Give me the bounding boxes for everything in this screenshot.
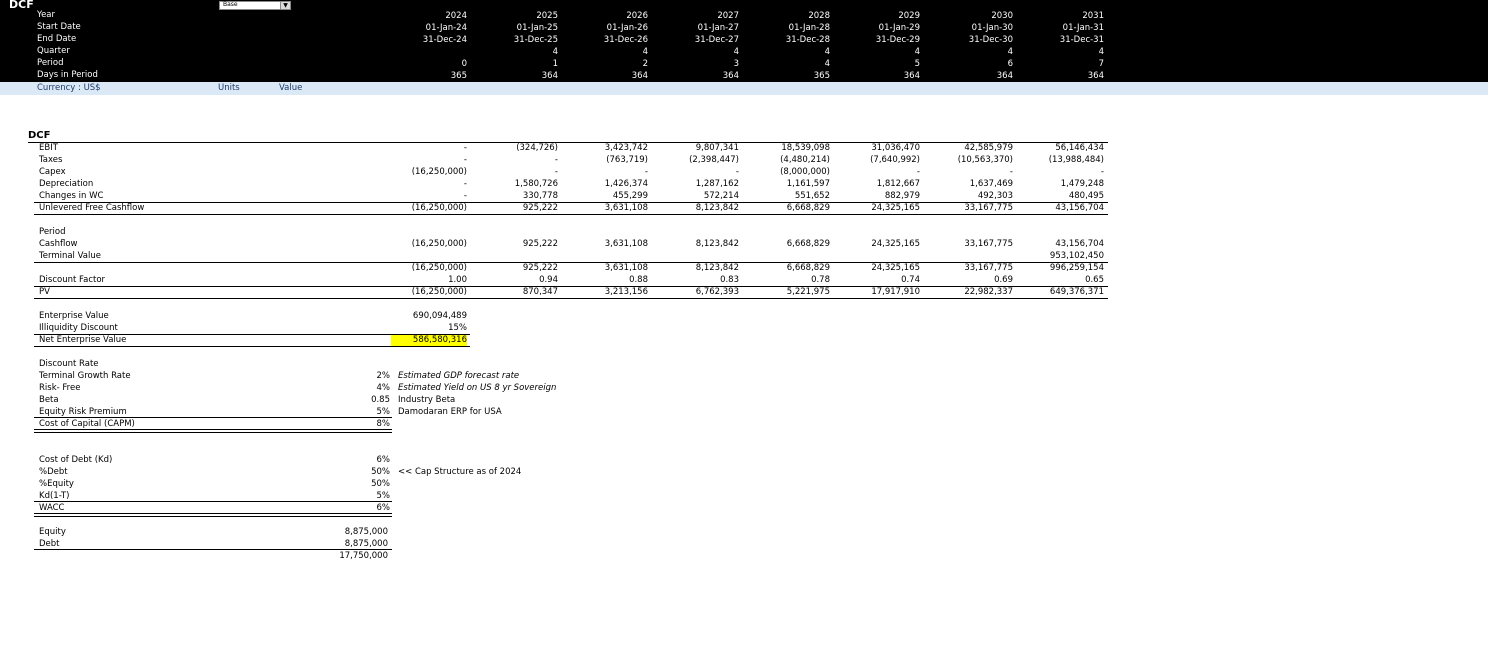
header-cell[interactable]: 364 bbox=[631, 71, 648, 81]
dcf-row-cell[interactable]: 492,303 bbox=[977, 191, 1013, 201]
pv-row-cell[interactable]: 649,376,371 bbox=[1049, 287, 1104, 297]
header-cell[interactable]: 365 bbox=[450, 71, 467, 81]
header-cell[interactable]: 2026 bbox=[626, 11, 648, 21]
capm-row-value[interactable]: 2% bbox=[376, 371, 390, 381]
row-label: Cost of Debt (Kd) bbox=[39, 455, 113, 465]
wacc-row-value[interactable]: 50% bbox=[371, 479, 390, 489]
dcf-row-cell[interactable]: (13,988,484) bbox=[1048, 155, 1104, 165]
header-cell[interactable]: 2029 bbox=[898, 11, 920, 21]
dcf-row-cell[interactable]: 1,812,667 bbox=[876, 179, 920, 189]
header-cell[interactable]: 4 bbox=[1098, 47, 1104, 57]
dcf-row-cell[interactable]: 3,631,108 bbox=[604, 203, 648, 213]
header-cell[interactable]: 365 bbox=[813, 71, 830, 81]
rule bbox=[34, 513, 392, 517]
capital-row-value[interactable]: 17,750,000 bbox=[339, 551, 388, 561]
header-row-label: Year bbox=[37, 10, 55, 20]
dcf-row-cell[interactable]: (4,480,214) bbox=[780, 155, 830, 165]
pv-row bbox=[0, 274, 1488, 286]
capm-row-value[interactable]: 5% bbox=[376, 407, 390, 417]
rule bbox=[34, 346, 470, 347]
wacc-row-value[interactable]: 50% bbox=[371, 467, 390, 477]
dcf-row-cell[interactable]: (8,000,000) bbox=[780, 167, 830, 177]
row-label: Net Enterprise Value bbox=[39, 335, 127, 345]
value-label: Value bbox=[279, 83, 303, 93]
pv-row-cell[interactable]: 996,259,154 bbox=[1049, 263, 1104, 273]
dcf-row-cell[interactable]: 33,167,775 bbox=[964, 203, 1013, 213]
row-label: Kd(1-T) bbox=[39, 491, 70, 501]
pv-row-cell[interactable]: 870,347 bbox=[522, 287, 558, 297]
header-cell[interactable]: 31-Dec-31 bbox=[1059, 35, 1104, 45]
dcf-row-cell[interactable]: (16,250,000) bbox=[411, 167, 467, 177]
rule bbox=[34, 417, 392, 418]
header-cell[interactable]: 01-Jan-24 bbox=[425, 23, 467, 33]
dcf-row-cell[interactable]: 925,222 bbox=[522, 203, 558, 213]
row-note: Industry Beta bbox=[398, 395, 456, 405]
header-cell[interactable]: 0 bbox=[461, 59, 467, 69]
header-cell[interactable]: 1 bbox=[552, 59, 558, 69]
dcf-row-cell[interactable]: 56,146,434 bbox=[1055, 143, 1104, 153]
row-label: Cashflow bbox=[39, 239, 78, 249]
dcf-row bbox=[0, 154, 1488, 166]
row-label: Period bbox=[39, 227, 66, 237]
pv-row-cell[interactable]: 8,123,842 bbox=[695, 239, 739, 249]
header-cell[interactable]: 364 bbox=[541, 71, 558, 81]
header-cell[interactable]: 364 bbox=[722, 71, 739, 81]
pv-row-cell[interactable]: 925,222 bbox=[522, 263, 558, 273]
row-label: Cost of Capital (CAPM) bbox=[39, 419, 135, 429]
dcf-row-cell[interactable]: - bbox=[1100, 167, 1104, 177]
dcf-row-cell[interactable]: 551,652 bbox=[794, 191, 830, 201]
valuation-row-value[interactable]: 690,094,489 bbox=[412, 311, 467, 321]
dcf-row-cell[interactable]: 24,325,165 bbox=[871, 203, 920, 213]
dcf-row-cell[interactable]: 3,423,742 bbox=[604, 143, 648, 153]
row-label: EBIT bbox=[39, 143, 58, 153]
pv-row-cell[interactable]: 17,917,910 bbox=[871, 287, 920, 297]
pv-row-cell[interactable]: 6,762,393 bbox=[695, 287, 739, 297]
capital-row bbox=[0, 526, 1488, 538]
header-row-label: Days in Period bbox=[37, 70, 98, 80]
dcf-row-cell[interactable]: - bbox=[644, 167, 648, 177]
wacc-row bbox=[0, 454, 1488, 466]
capital-row bbox=[0, 550, 1488, 562]
header-row bbox=[0, 22, 1488, 34]
header-cell[interactable]: 4 bbox=[1007, 47, 1013, 57]
valuation-row-value[interactable]: 586,580,316 bbox=[391, 334, 467, 346]
row-label: Changes in WC bbox=[39, 191, 104, 201]
header-cell[interactable]: 4 bbox=[642, 47, 648, 57]
header-cell[interactable]: 2027 bbox=[717, 11, 739, 21]
pv-row-cell[interactable]: 8,123,842 bbox=[695, 263, 739, 273]
pv-row bbox=[0, 238, 1488, 250]
wacc-row bbox=[0, 478, 1488, 490]
pv-row-cell[interactable]: 6,668,829 bbox=[786, 239, 830, 249]
dcf-row-cell[interactable]: 18,539,098 bbox=[781, 143, 830, 153]
header-row-label: Period bbox=[37, 58, 64, 68]
pv-row-cell[interactable]: 33,167,775 bbox=[964, 239, 1013, 249]
row-label: %Debt bbox=[39, 467, 68, 477]
wacc-row-value[interactable]: 5% bbox=[376, 491, 390, 501]
valuation-row bbox=[0, 334, 1488, 346]
header-cell[interactable]: 2031 bbox=[1082, 11, 1104, 21]
row-label: Discount Rate bbox=[39, 359, 99, 369]
rule bbox=[34, 214, 1108, 215]
scenario-dropdown[interactable] bbox=[219, 1, 291, 10]
header-cell[interactable]: 4 bbox=[733, 47, 739, 57]
header-cell[interactable]: 01-Jan-29 bbox=[878, 23, 920, 33]
capital-row-value[interactable]: 8,875,000 bbox=[344, 539, 388, 549]
dcf-row bbox=[0, 202, 1488, 214]
valuation-row bbox=[0, 310, 1488, 322]
dcf-row-cell[interactable]: - bbox=[554, 155, 558, 165]
header-cell[interactable]: 31-Dec-25 bbox=[513, 35, 558, 45]
header-cell[interactable]: 7 bbox=[1098, 59, 1104, 69]
rule bbox=[34, 429, 392, 433]
dcf-row bbox=[0, 142, 1488, 154]
header-cell[interactable]: 5 bbox=[914, 59, 920, 69]
capm-row bbox=[0, 394, 1488, 406]
rule bbox=[34, 298, 1108, 299]
pv-row-cell[interactable]: 0.74 bbox=[901, 275, 920, 285]
dcf-row-cell[interactable]: (324,726) bbox=[516, 143, 558, 153]
valuation-row bbox=[0, 322, 1488, 334]
header-row-label: Quarter bbox=[37, 46, 70, 56]
capm-row-value[interactable]: 0.85 bbox=[371, 395, 390, 405]
header-cell[interactable]: 01-Jan-25 bbox=[516, 23, 558, 33]
dcf-row-cell[interactable]: 1,580,726 bbox=[514, 179, 558, 189]
dcf-row-cell[interactable]: - bbox=[554, 167, 558, 177]
header-cell[interactable]: 2 bbox=[642, 59, 648, 69]
header-cell[interactable]: 31-Dec-27 bbox=[694, 35, 739, 45]
pv-row-cell[interactable]: 3,631,108 bbox=[604, 263, 648, 273]
dcf-row-cell[interactable]: 882,979 bbox=[884, 191, 920, 201]
capm-row-value[interactable]: 4% bbox=[376, 383, 390, 393]
row-label: Terminal Growth Rate bbox=[39, 371, 131, 381]
dcf-row-cell[interactable]: 572,214 bbox=[703, 191, 739, 201]
valuation-row-value[interactable]: 15% bbox=[448, 323, 467, 333]
dcf-row-cell[interactable]: 1,479,248 bbox=[1060, 179, 1104, 189]
header-cell[interactable]: 4 bbox=[552, 47, 558, 57]
row-label: Capex bbox=[39, 167, 66, 177]
dcf-row bbox=[0, 190, 1488, 202]
pv-row-cell[interactable]: 0.69 bbox=[994, 275, 1013, 285]
pv-row-cell[interactable]: 24,325,165 bbox=[871, 239, 920, 249]
capm-row bbox=[0, 370, 1488, 382]
pv-row-cell[interactable]: 22,982,337 bbox=[964, 287, 1013, 297]
header-cell[interactable]: 6 bbox=[1007, 59, 1013, 69]
dcf-row-cell[interactable]: (10,563,370) bbox=[957, 155, 1013, 165]
pv-row-cell[interactable]: 6,668,829 bbox=[786, 263, 830, 273]
header-cell[interactable]: 01-Jan-31 bbox=[1062, 23, 1104, 33]
header-cell[interactable]: 4 bbox=[824, 47, 830, 57]
header-cell[interactable]: 01-Jan-28 bbox=[788, 23, 830, 33]
row-label: Beta bbox=[39, 395, 59, 405]
header-row-label: Start Date bbox=[37, 22, 81, 32]
pv-row-cell[interactable]: 0.83 bbox=[720, 275, 739, 285]
dcf-row-cell[interactable]: - bbox=[463, 179, 467, 189]
row-note: << Cap Structure as of 2024 bbox=[398, 467, 522, 477]
pv-row-cell[interactable]: (16,250,000) bbox=[411, 287, 467, 297]
header-row-label: End Date bbox=[37, 34, 77, 44]
header-cell[interactable]: 2024 bbox=[445, 11, 467, 21]
row-label: Unlevered Free Cashflow bbox=[39, 203, 145, 213]
pv-row bbox=[0, 286, 1488, 298]
header-cell[interactable]: 364 bbox=[996, 71, 1013, 81]
capm-row bbox=[0, 358, 1488, 370]
header-cell[interactable]: 01-Jan-27 bbox=[697, 23, 739, 33]
row-label: Terminal Value bbox=[39, 251, 101, 261]
dcf-row-cell[interactable]: (2,398,447) bbox=[689, 155, 739, 165]
dcf-row-cell[interactable]: 1,287,162 bbox=[695, 179, 739, 189]
wacc-row-value[interactable]: 6% bbox=[376, 503, 390, 513]
pv-row-cell[interactable]: (16,250,000) bbox=[411, 263, 467, 273]
capm-row bbox=[0, 382, 1488, 394]
rule bbox=[34, 202, 1108, 203]
rule bbox=[34, 549, 392, 550]
pv-row-cell[interactable]: 3,213,156 bbox=[604, 287, 648, 297]
dcf-row-cell[interactable]: - bbox=[916, 167, 920, 177]
row-label: Depreciation bbox=[39, 179, 94, 189]
scenario-value: Base bbox=[223, 1, 238, 8]
header-cell[interactable]: 2028 bbox=[808, 11, 830, 21]
pv-row-cell[interactable]: 925,222 bbox=[522, 239, 558, 249]
dcf-row-cell[interactable]: (763,719) bbox=[606, 155, 648, 165]
dcf-row-cell[interactable]: 6,668,829 bbox=[786, 203, 830, 213]
dcf-row-cell[interactable]: 1,426,374 bbox=[604, 179, 648, 189]
row-label: %Equity bbox=[39, 479, 74, 489]
row-label: Discount Factor bbox=[39, 275, 106, 285]
pv-row-cell[interactable]: 0.94 bbox=[539, 275, 558, 285]
capital-row-value[interactable]: 8,875,000 bbox=[344, 527, 388, 537]
dcf-row-cell[interactable]: 42,585,979 bbox=[964, 143, 1013, 153]
dcf-row-cell[interactable]: (7,640,992) bbox=[870, 155, 920, 165]
currency-bar bbox=[0, 82, 1488, 95]
header-cell[interactable]: 31-Dec-24 bbox=[422, 35, 467, 45]
wacc-row bbox=[0, 466, 1488, 478]
pv-row-cell[interactable]: 0.78 bbox=[811, 275, 830, 285]
chevron-down-icon[interactable]: ▼ bbox=[280, 2, 290, 9]
row-label: PV bbox=[39, 287, 50, 297]
pv-row bbox=[0, 250, 1488, 262]
rule bbox=[34, 501, 392, 502]
header-cell[interactable]: 31-Dec-28 bbox=[785, 35, 830, 45]
row-label: Enterprise Value bbox=[39, 311, 109, 321]
row-label: Risk- Free bbox=[39, 383, 81, 393]
dcf-row bbox=[0, 178, 1488, 190]
pv-row bbox=[0, 226, 1488, 238]
rule bbox=[34, 334, 470, 335]
dcf-row-cell[interactable]: - bbox=[463, 155, 467, 165]
rule bbox=[34, 262, 1108, 263]
header-cell[interactable]: 3 bbox=[733, 59, 739, 69]
wacc-row-value[interactable]: 6% bbox=[376, 455, 390, 465]
dcf-row-cell[interactable]: - bbox=[735, 167, 739, 177]
header-cell[interactable]: 364 bbox=[1087, 71, 1104, 81]
pv-row-cell[interactable]: 953,102,450 bbox=[1049, 251, 1104, 261]
header-row bbox=[0, 46, 1488, 58]
header-band bbox=[0, 0, 1488, 82]
header-cell[interactable]: 4 bbox=[914, 47, 920, 57]
header-row bbox=[0, 58, 1488, 70]
pv-row-cell[interactable]: 1.00 bbox=[448, 275, 467, 285]
header-cell[interactable]: 01-Jan-26 bbox=[606, 23, 648, 33]
pv-row-cell[interactable]: 43,156,704 bbox=[1055, 239, 1104, 249]
row-label: Taxes bbox=[39, 155, 63, 165]
pv-row bbox=[0, 262, 1488, 274]
dcf-heading: DCF bbox=[28, 130, 51, 141]
row-label: Illiquidity Discount bbox=[39, 323, 118, 333]
dcf-row-cell[interactable]: 9,807,341 bbox=[695, 143, 739, 153]
units-label: Units bbox=[218, 83, 240, 93]
header-cell[interactable]: 01-Jan-30 bbox=[971, 23, 1013, 33]
rule bbox=[34, 286, 1108, 287]
dcf-row-cell[interactable]: - bbox=[1009, 167, 1013, 177]
row-note: Damodaran ERP for USA bbox=[398, 407, 502, 417]
dcf-row-cell[interactable]: 1,161,597 bbox=[786, 179, 830, 189]
header-cell[interactable]: 4 bbox=[824, 59, 830, 69]
dcf-row-cell[interactable]: (16,250,000) bbox=[411, 203, 467, 213]
header-cell[interactable]: 31-Dec-26 bbox=[603, 35, 648, 45]
pv-row-cell[interactable]: 33,167,775 bbox=[964, 263, 1013, 273]
header-cell[interactable]: 31-Dec-30 bbox=[968, 35, 1013, 45]
row-note: Estimated GDP forecast rate bbox=[398, 371, 520, 381]
pv-row-cell[interactable]: 24,325,165 bbox=[871, 263, 920, 273]
header-row bbox=[0, 34, 1488, 46]
pv-row-cell[interactable]: 0.88 bbox=[629, 275, 648, 285]
dcf-row-cell[interactable]: 8,123,842 bbox=[695, 203, 739, 213]
sheet-title: DCF bbox=[9, 0, 34, 11]
dcf-row-cell[interactable]: 480,495 bbox=[1068, 191, 1104, 201]
header-cell[interactable]: 31-Dec-29 bbox=[875, 35, 920, 45]
dcf-row-cell[interactable]: 455,299 bbox=[612, 191, 648, 201]
dcf-row-cell[interactable]: 43,156,704 bbox=[1055, 203, 1104, 213]
capm-row-value[interactable]: 8% bbox=[376, 419, 390, 429]
dcf-row-cell[interactable]: 31,036,470 bbox=[871, 143, 920, 153]
header-cell[interactable]: 2025 bbox=[536, 11, 558, 21]
currency-label: Currency : US$ bbox=[37, 83, 101, 93]
dcf-row-cell[interactable]: 330,778 bbox=[522, 191, 558, 201]
header-row bbox=[0, 10, 1488, 22]
pv-row-cell[interactable]: 5,221,975 bbox=[786, 287, 830, 297]
row-label: WACC bbox=[39, 503, 65, 513]
dcf-row-cell[interactable]: - bbox=[463, 143, 467, 153]
dcf-row-cell[interactable]: 1,637,469 bbox=[969, 179, 1013, 189]
row-label: Equity Risk Premium bbox=[39, 407, 127, 417]
pv-row-cell[interactable]: 3,631,108 bbox=[604, 239, 648, 249]
row-label: Debt bbox=[39, 539, 60, 549]
dcf-row bbox=[0, 166, 1488, 178]
row-label: Equity bbox=[39, 527, 66, 537]
header-cell[interactable]: 364 bbox=[903, 71, 920, 81]
pv-row-cell[interactable]: 0.65 bbox=[1085, 275, 1104, 285]
pv-row-cell[interactable]: (16,250,000) bbox=[411, 239, 467, 249]
header-row bbox=[0, 70, 1488, 82]
row-note: Estimated Yield on US 8 yr Sovereign bbox=[398, 383, 557, 393]
dcf-row-cell[interactable]: - bbox=[463, 191, 467, 201]
header-cell[interactable]: 2030 bbox=[991, 11, 1013, 21]
